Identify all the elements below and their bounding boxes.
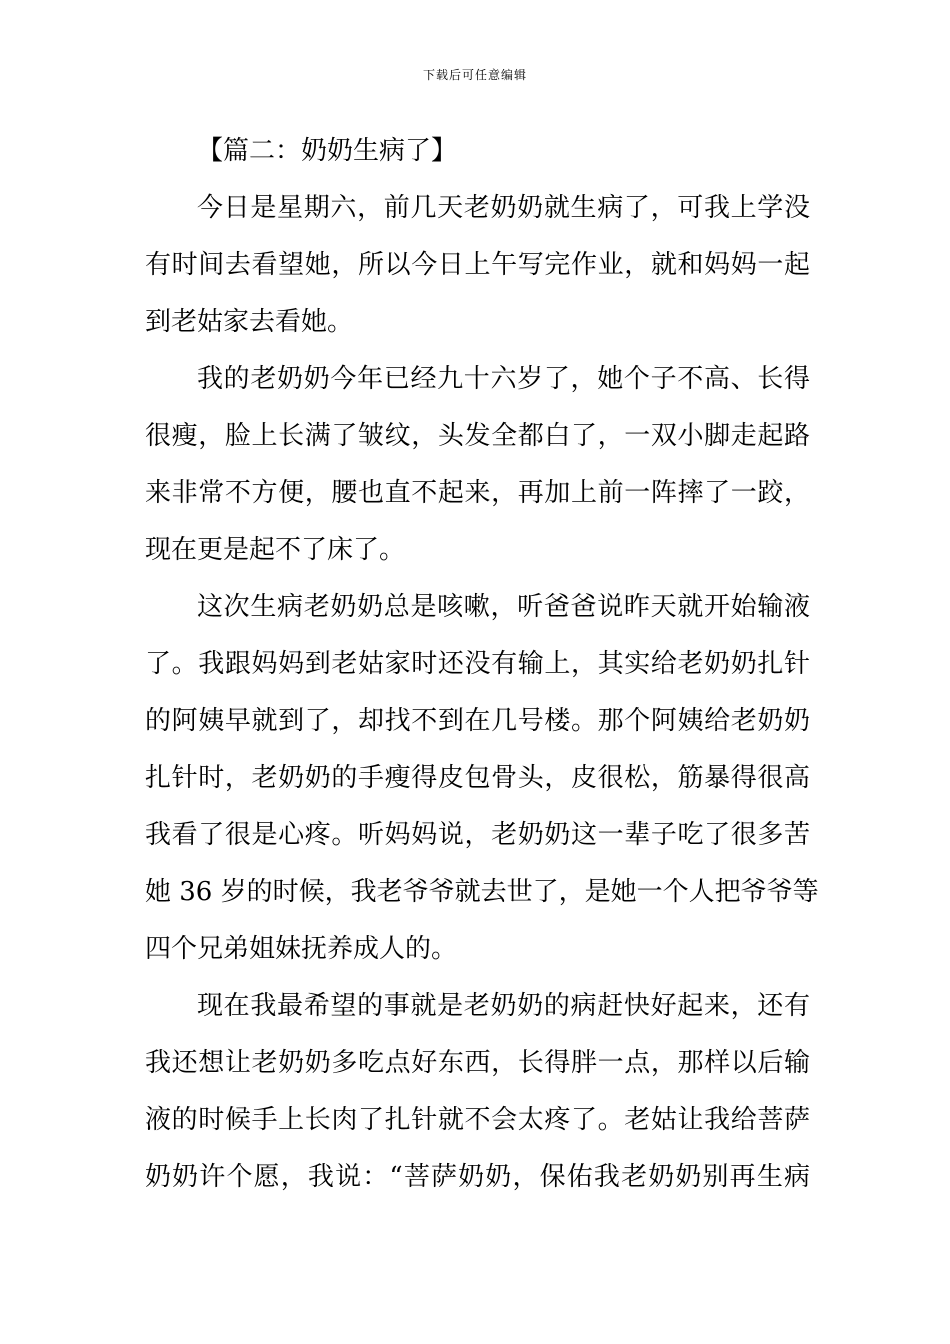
text-line: 到老姑家去看她。 <box>145 307 354 337</box>
text-line: 我还想让老奶奶多吃点好东西，长得胖一点，那样以后输 <box>145 1048 810 1078</box>
document-body <box>145 123 819 1206</box>
text-line: 扎针时，老奶奶的手瘦得皮包骨头，皮很松，筋暴得很高 <box>145 763 810 793</box>
text-line: 她 36 岁的时候，我老爷爷就去世了，是她一个人把爷爷等 <box>145 877 819 907</box>
text-line: 今日是星期六，前几天老奶奶就生病了，可我上学没 <box>197 193 810 223</box>
text-line: 我的老奶奶今年已经九十六岁了，她个子不高、长得 <box>197 364 810 394</box>
article-title: 【篇二：奶奶生病了】 <box>197 136 458 166</box>
paragraph-4 <box>145 978 810 1206</box>
text-line: 我看了很是心疼。听妈妈说，老奶奶这一辈子吃了很多苦 <box>145 820 810 850</box>
text-line: 液的时候手上长肉了扎针就不会太疼了。老姑让我给菩萨 <box>145 1105 810 1135</box>
paragraph-1 <box>145 180 810 351</box>
paragraph-3 <box>145 579 819 978</box>
text-line: 很瘦，脸上长满了皱纹，头发全都白了，一双小脚走起路 <box>145 421 810 451</box>
text-line: 这次生病老奶奶总是咳嗽，听爸爸说昨天就开始输液 <box>197 592 810 622</box>
text-line: 四个兄弟姐妹抚养成人的。 <box>145 934 458 964</box>
text-line: 现在更是起不了床了。 <box>145 535 406 565</box>
text-line: 现在我最希望的事就是老奶奶的病赶快好起来，还有 <box>197 991 810 1021</box>
text-line: 的阿姨早就到了，却找不到在几号楼。那个阿姨给老奶奶 <box>145 706 810 736</box>
text-line: 有时间去看望她，所以今日上午写完作业，就和妈妈一起 <box>145 250 810 280</box>
text-line: 奶奶许个愿，我说：“菩萨奶奶，保佑我老奶奶别再生病 <box>145 1162 810 1192</box>
text-line: 了。我跟妈妈到老姑家时还没有输上，其实给老奶奶扎针 <box>145 649 810 679</box>
paragraph-2 <box>145 351 810 579</box>
text-line: 来非常不方便，腰也直不起来，再加上前一阵摔了一跤， <box>145 478 810 508</box>
page-header: 下载后可任意编辑 <box>422 68 527 82</box>
